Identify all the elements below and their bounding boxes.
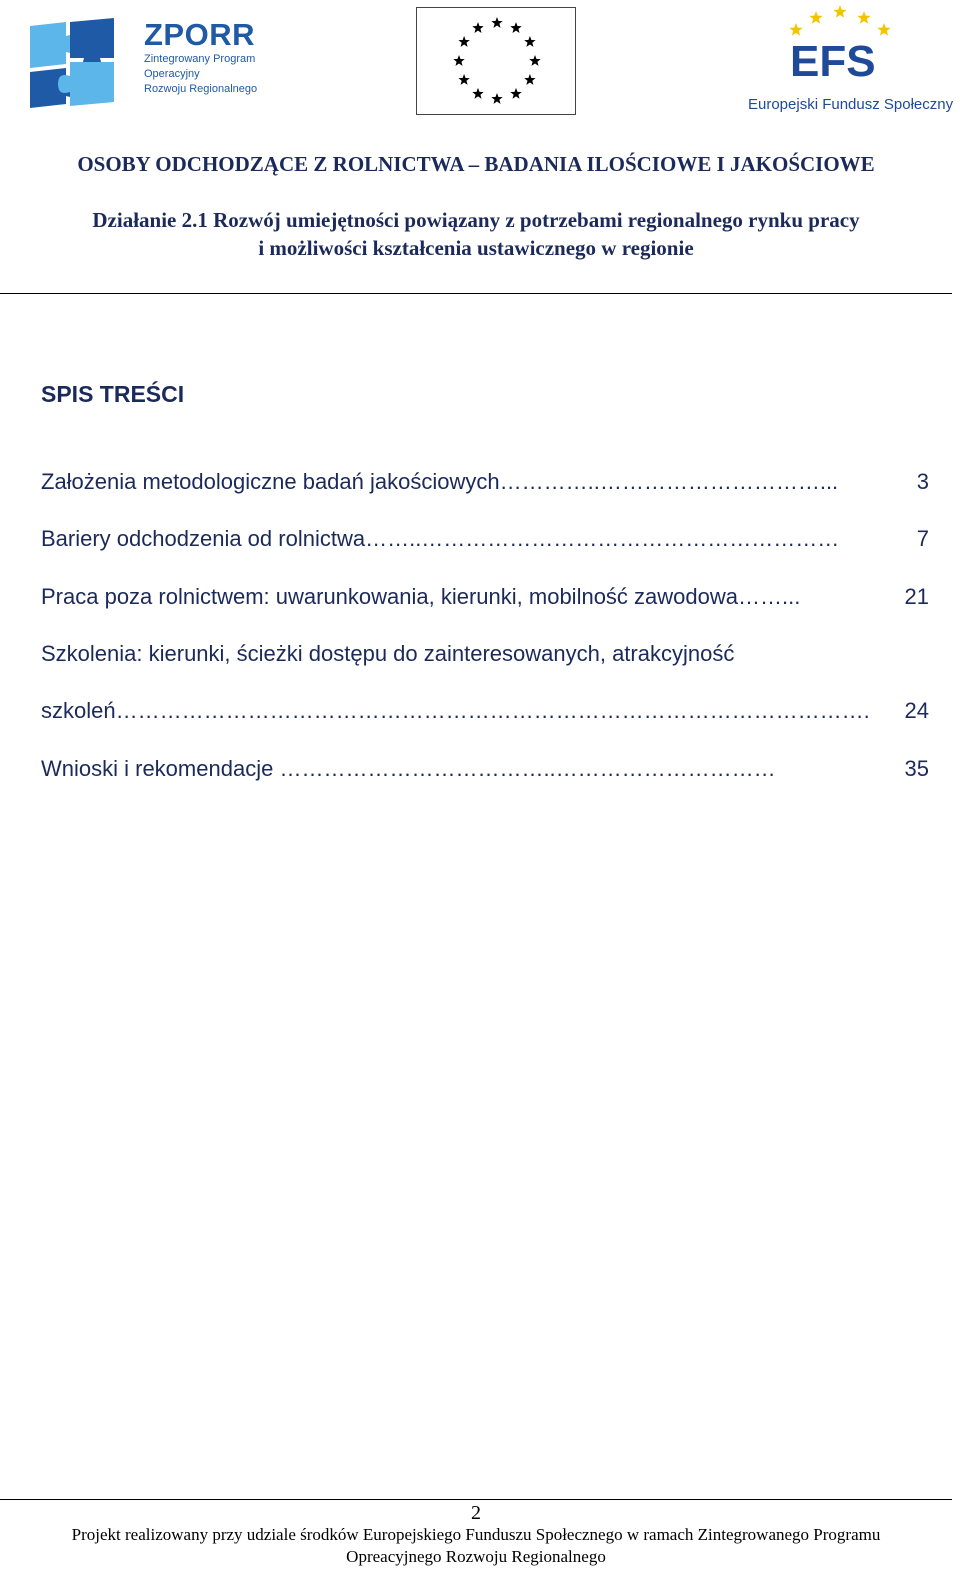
zporr-subtitle-1: Zintegrowany Program [144,53,256,65]
toc-entry-text: Praca poza rolnictwem: uwarunkowania, kierunki, mobilność zawodowa [41,584,738,609]
toc-heading: SPIS TREŚCI [41,381,185,407]
toc-entry[interactable] [41,583,929,611]
page-number: 2 [471,1502,481,1524]
header-divider [0,293,952,294]
eu-star-icon [453,55,464,66]
header-logos [0,0,960,130]
zporr-subtitle-3: Rozwoju Regionalnego [144,83,258,95]
toc-entry-text: Wnioski i rekomendacje [41,756,280,781]
zporr-name: ZPORR [144,17,255,52]
subtitle-line-2: i możliwości kształcenia ustawicznego w regionie [258,236,694,260]
footer-divider [0,1499,952,1500]
toc-entry[interactable] [41,640,929,668]
eu-star-icon [472,88,483,99]
eu-star-icon [524,36,535,47]
eu-star-icon [458,74,469,85]
toc-entry-leader: ……..………………………………………………… [365,526,840,551]
eu-star-icon [510,22,521,33]
toc-entry-page: 7 [916,526,929,551]
eu-star-icon [472,22,483,33]
zporr-subtitle-2: Operacyjny [144,68,200,80]
toc-entry-leader: ………………………………..………………………… [279,756,776,781]
toc-entry-text: Bariery odchodzenia od rolnictwa [41,526,366,551]
eu-star-icon [458,36,469,47]
toc-entry-text: Założenia metodologiczne badań jakościowych [41,469,500,494]
efs-star-icon [809,11,822,24]
eu-star-icon [491,93,502,104]
toc-entry-leader: …………………………………………………………………………………………. [115,698,870,723]
eu-star-icon [529,55,540,66]
toc-entry[interactable] [41,468,929,496]
efs-star-icon [857,11,870,24]
efs-star-icon [789,23,802,36]
toc-entry-page: 35 [904,756,929,781]
eu-star-icon [491,17,502,28]
toc-entry[interactable] [41,697,929,725]
toc-entry-leader: ……... [738,584,801,609]
efs-star-icon [877,23,890,36]
subtitle-line-1: Działanie 2.1 Rozwój umiejętności powiązany z potrzebami regionalnego rynku pracy [92,208,860,232]
efs-name: EFS [790,37,876,86]
zporr-logo [26,12,266,112]
efs-logo [744,4,954,120]
document-title: OSOBY ODCHODZĄCE Z ROLNICTWA – BADANIA ILOŚCIOWE I JAKOŚCIOWE [77,152,875,176]
document-subtitle [0,206,952,262]
toc-entry[interactable] [41,525,929,553]
footer-line-2: Opreacyjnego Rozwoju Regionalnego [346,1547,606,1566]
efs-subtitle: Europejski Fundusz Społeczny [748,96,954,113]
footer-text [0,1524,952,1568]
toc-entry-leader: …………..…………………………... [499,469,839,494]
toc-entry-text: szkoleń [41,698,116,723]
eu-flag-icon [416,7,576,115]
toc-entry-page: 3 [916,469,929,494]
footer-line-1: Projekt realizowany przy udziale środków Europejskiego Funduszu Społecznego w ramach Zintegrowanego Programu [71,1525,881,1544]
eu-star-icon [524,74,535,85]
puzzle-icon [26,12,118,108]
toc-entry[interactable] [41,755,929,783]
eu-star-icon [510,88,521,99]
efs-star-icon [833,5,846,18]
toc-entry-page: 21 [904,584,929,609]
toc-entry-text: Szkolenia: kierunki, ścieżki dostępu do zainteresowanych, atrakcyjność [41,641,735,666]
toc-entry-page: 24 [904,698,929,723]
